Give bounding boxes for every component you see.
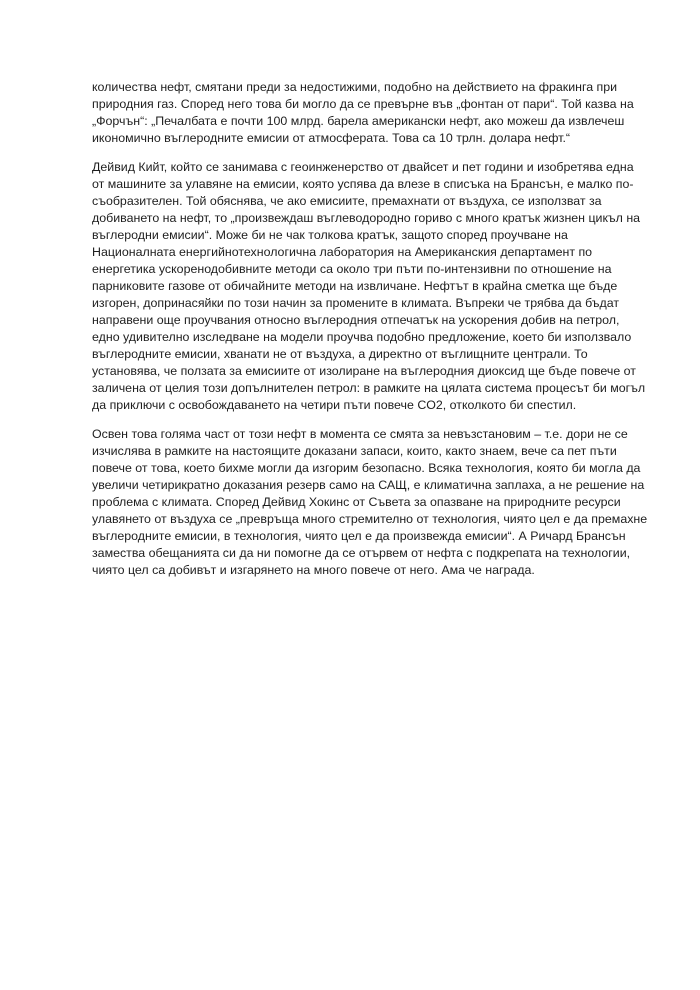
text-line: замества обещанията си да ни помогне да се отървем от нефта с подкрепата на технологии, [92,546,631,560]
text-line: заличена от целия този допълнителен петрол: в рамките на цялата система процесът би могъл [92,381,646,395]
text-line: енергетика ускоренодобивните методи са около три пъти по-интензивни по отношение на [92,262,612,276]
paragraph [92,426,648,579]
text-line: въглеродни емисии“. Може би не чак толкова кратък, защото според проучване на [92,228,568,242]
text-line: Освен това голяма част от този нефт в момента се смята за невъзстановим – т.е. дори не се [92,427,628,441]
text-line: чиято цел са добивът и изгарянето на много повече от него. Ама че награда. [92,563,535,577]
text-line: съобразителен. Той обяснява, че ако емисиите, премахнати от въздуха, се използват за [92,194,602,208]
text-line: въглеродните емисии, хванати не от въздуха, а директно от въглищните централи. То [92,347,588,361]
text-line: проблема с климата. Според Дейвид Хокинс от Съвета за опазване на природните ресурси [92,495,621,509]
paragraph [92,79,634,147]
text-line: изчислява в рамките на настоящите доказани запаси, които, както знаем, вече са пет пъти [92,444,617,458]
text-line: повече от това, което бихме могли да изгорим безопасно. Всяка технология, която би могла да [92,461,641,475]
text-line: парниковите газове от обичайните методи на извличане. Нефтът в крайна сметка ще бъде [92,279,618,293]
text-line: да приключи с освобождаването на четири пъти повече CO2, отколкото би спестил. [92,398,577,412]
text-line: направени още проучвания относно въглеродния отпечатък на ускорения добив на петрол, [92,313,620,327]
text-line: Дейвид Кийт, който се занимава с геоинженерство от двайсет и пет години и изобретява една [92,160,634,174]
text-line: едно удивително изследване на модели проучва подобно предложение, което би използвало [92,330,632,344]
text-line: икономично въглеродните емисии от атмосферата. Това са 10 трлн. долара нефт.“ [92,131,571,145]
paragraph [92,159,646,414]
text-line: увеличи четирикратно доказания резерв само на САЩ, е климатична заплаха, а не решение на [92,478,645,492]
text-line: Националната енергийнотехнологична лаборатория на Американския департамент по [92,245,593,259]
text-line: количества нефт, смятани преди за недостижими, подобно на действието на фракинга при [92,80,618,94]
text-line: от машините за улавяне на емисии, която успява да влезе в списъка на Брансън, е малко по- [92,177,634,191]
body-text [92,79,648,591]
text-line: изгорен, допринасяйки по този начин за промените в климата. Въпреки че трябва да бъдат [92,296,620,310]
text-line: установява, че ползата за емисиите от изолиране на въглеродния диоксид ще бъде повече от [92,364,636,378]
text-line: „Форчън“: „Печалбата е почти 100 млрд. барела американски нефт, ако можеш да извлечеш [92,114,625,128]
text-line: въглеродните емисии, в технология, чиято цел е да произвежда емисии“. А Ричард Брансън [92,529,626,543]
text-line: природния газ. Според него това би могло да се превърне във „фонтан от пари“. Той казва на [92,97,634,111]
text-line: улавянето от въздуха се „превръща много стремително от технология, чиято цел е да премахне [92,512,648,526]
text-line: добиването на нефт, то „произвеждаш въглеводородно гориво с много кратък жизнен цикъл на [92,211,641,225]
